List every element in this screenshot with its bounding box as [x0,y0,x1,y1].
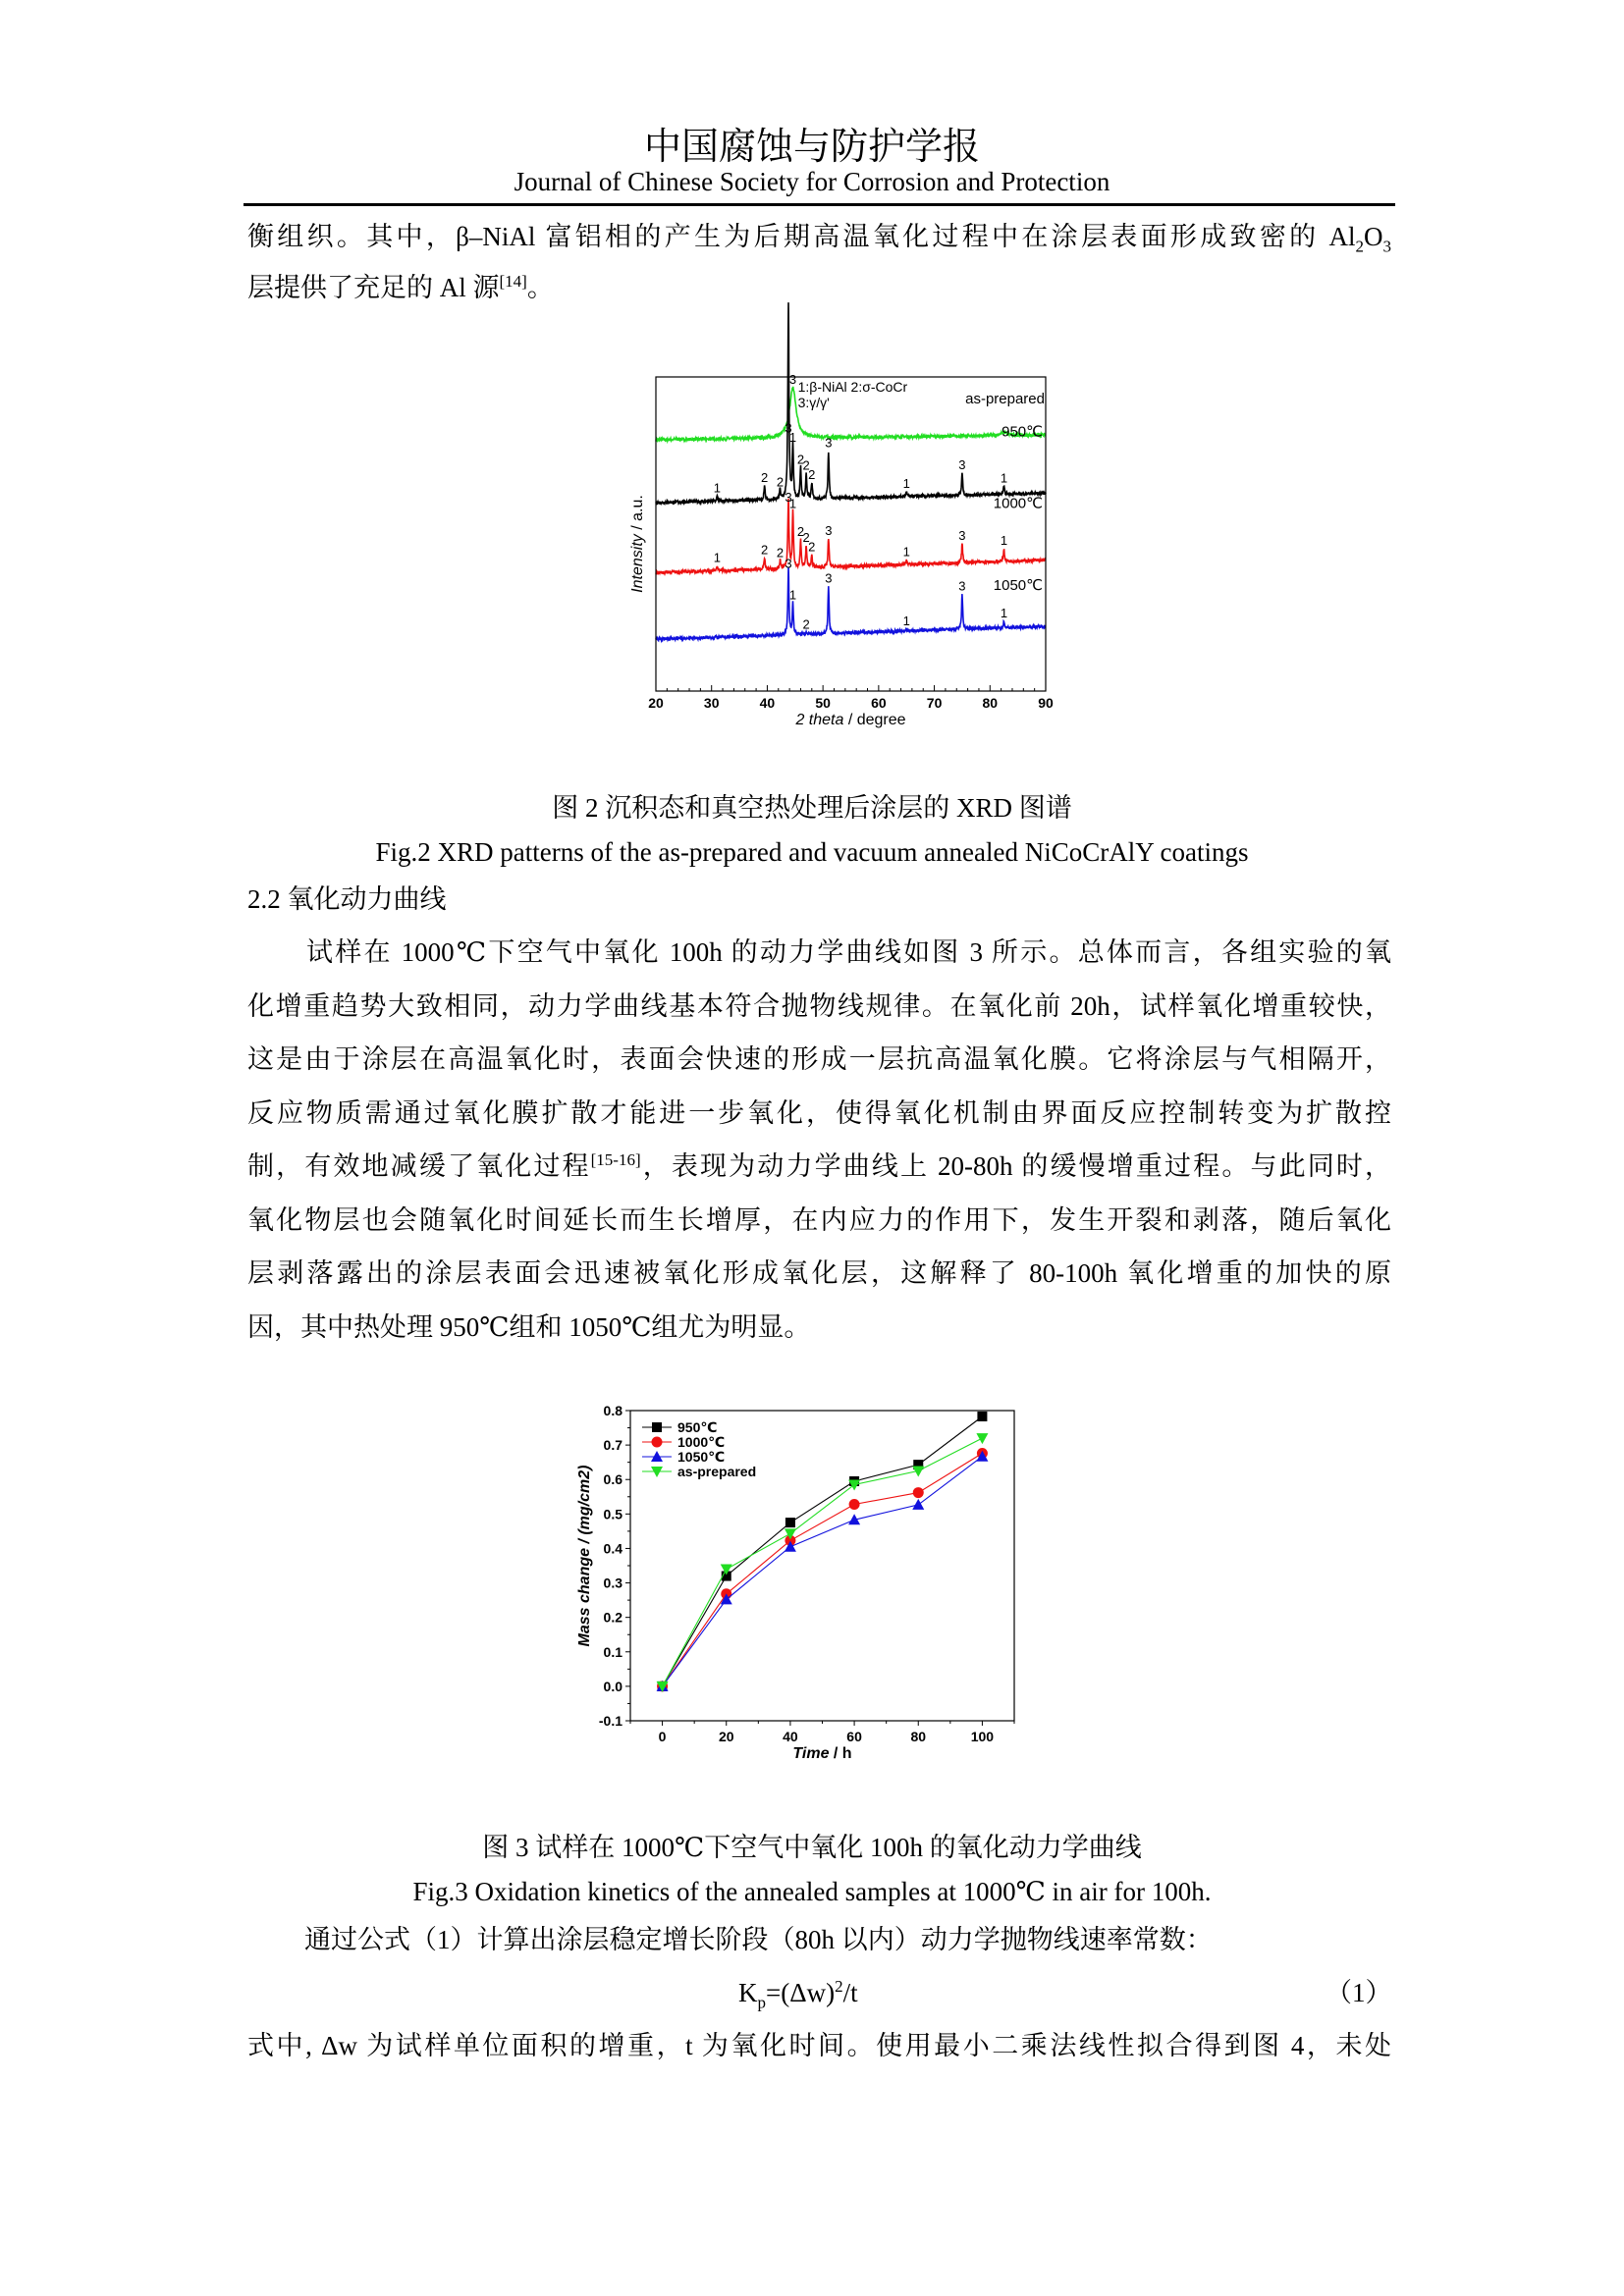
citation: [14] [499,272,527,291]
y-tick-label: 0.8 [603,1403,623,1418]
x-tick-label: 30 [703,695,720,711]
para-line-5 [247,1148,1391,1184]
para-line-6: 氧化物层也会随氧化时间延长而生长增厚，在内应力的作用下，发生开裂和剥落，随后氧化 [247,1205,1391,1235]
text: ，表现为动力学曲线上 20-80h 的缓慢增重过程。与此同时， [640,1151,1392,1181]
para-line-7: 层剥落露出的涂层表面会迅速被氧化形成氧化层，这解释了 80-100h 氧化增重的加快的原 [247,1258,1391,1288]
y-tick-label: -0.1 [598,1713,623,1729]
peak-label: 1 [713,550,722,565]
x-tick-label: 40 [759,695,776,711]
x-tick-label: 40 [783,1729,798,1744]
citation: [15-16] [590,1150,641,1169]
data-point [977,1412,987,1421]
series-label: 1000℃ [993,495,1043,512]
y-tick-label: 0.7 [603,1437,623,1454]
series-label: as-prepared [965,391,1045,407]
x-tick-label: 60 [846,1729,862,1744]
y-axis-label: Mass change / (mg/cm2) [576,1465,593,1647]
fig3-caption-en: Fig.3 Oxidation kinetics of the annealed samples at 1000℃ in air for 100h. [412,1877,1212,1906]
y-axis-label-italic: Intensity [629,534,646,593]
header-rule [244,203,1395,206]
x-axis-label-unit: / h [829,1745,852,1762]
x-tick-label: 90 [1038,695,1054,711]
peak-label: 1 [1000,606,1008,621]
legend-label: 1000℃ [677,1434,726,1450]
formula [738,1975,1033,2010]
intro-line-1 [247,219,1391,254]
peak-label: 3 [958,578,966,594]
peak-label: 2 [808,539,816,555]
y-axis-label-unit: / a.u. [629,495,646,535]
x-tick-label: 20 [648,695,664,711]
x-axis-label-unit: / degree [843,712,906,728]
text: O [1364,222,1383,251]
data-point [913,1487,924,1498]
peak-label: 1 [1000,533,1008,549]
peak-label: 1 [902,544,910,560]
journal-title-cn: 中国腐蚀与防护学报 [643,127,980,168]
legend-line-2: 3:γ/γ' [797,395,830,410]
fig2-caption-cn: 图 2 沉积态和真空热处理后涂层的 XRD 图谱 [552,793,1072,823]
text: =(Δw) [766,1978,836,2007]
x-tick-label: 100 [970,1729,995,1744]
peak-label: 3 [785,490,792,506]
data-point [785,1518,795,1527]
intro-line-2 [247,270,1391,305]
x-tick-label: 0 [658,1729,667,1744]
legend-marker [652,1437,663,1448]
peak-label: 3 [785,420,792,436]
series-line-2 [663,1457,983,1686]
peak-label: 3 [785,556,792,571]
peak-label: 2 [760,469,769,485]
data-point [849,1499,860,1510]
x-axis-label-italic: 2 theta [795,712,844,728]
oxidation-kinetics-chart [550,1394,1060,1787]
series-label: 950℃ [1001,423,1043,441]
text: K [738,1978,758,2007]
legend-label: 950℃ [677,1419,718,1435]
data-point [976,1433,988,1444]
formula-intro: 通过公式（1）计算出涂层稳定增长阶段（80h 以内）动力学抛物线速率常数： [304,1925,1213,1954]
xrd-series-3 [656,567,1046,641]
peak-label: 3 [958,457,966,473]
y-tick-label: 0.1 [603,1643,623,1660]
para-line-8: 因，其中热处理 950℃组和 1050℃组尤为明显。 [247,1312,811,1342]
peak-label: 3 [825,522,833,538]
legend-marker [652,1422,662,1432]
peak-label: 1 [902,476,910,492]
text: 制，有效地减缓了氧化过程 [247,1151,591,1181]
subscript: 2 [1355,237,1364,256]
para-line-4: 反应物质需通过氧化膜扩散才能进一步氧化，使得氧化机制由界面反应控制转变为扩散控 [247,1098,1391,1128]
peak-label: 1 [902,613,910,628]
x-tick-label: 80 [910,1729,927,1744]
y-tick-label: 0.0 [603,1678,623,1694]
peak-label: 3 [788,372,797,388]
x-tick-label: 70 [926,695,943,711]
text: /t [842,1978,858,2007]
peak-label: 1 [1000,470,1008,486]
peak-label: 2 [802,457,810,473]
data-point [912,1499,924,1510]
plot-frame [656,377,1046,691]
x-tick-label: 50 [815,695,831,711]
subscript: p [757,1993,766,2012]
journal-title-en: Journal of Chinese Society for Corrosion and Protection [514,167,1110,196]
fig3-caption-cn: 图 3 试样在 1000℃下空气中氧化 100h 的氧化动力学曲线 [482,1833,1142,1862]
y-tick-label: 0.3 [603,1575,623,1591]
peak-label: 1 [788,430,797,446]
x-axis-label [792,1745,851,1762]
peak-label: 2 [802,530,810,546]
peak-label: 2 [796,452,805,467]
text: 。 [526,273,554,302]
formula-after: 式中, Δw 为试样单位面积的增重，t 为氧化时间。使用最小二乘法线性拟合得到图 4，未处 [247,2031,1391,2060]
legend-label: as-prepared [677,1464,757,1479]
xrd-chart [550,324,1080,766]
series-line-1 [663,1454,983,1686]
y-tick-label: 0.4 [603,1540,623,1557]
y-tick-label: 0.2 [603,1609,623,1626]
x-tick-label: 80 [982,695,999,711]
formula-number: （1） [1326,1978,1392,2007]
peak-label: 2 [796,523,805,539]
text: 层提供了充足的 Al 源 [247,273,500,302]
x-axis-label [794,712,905,728]
legend-line-1: 1:β-NiAl 2:σ-CoCr [797,379,908,395]
superscript: 2 [835,1977,843,1996]
peak-label: 2 [802,616,810,632]
series-label: 1050℃ [993,577,1043,595]
peak-label: 1 [713,480,722,496]
peak-label: 2 [760,542,769,558]
fig2-caption-en: Fig.2 XRD patterns of the as-prepared and vacuum annealed NiCoCrAlY coatings [375,837,1249,867]
peak-label: 2 [776,474,785,490]
peak-label: 3 [958,528,966,544]
peak-label: 3 [825,435,833,451]
y-tick-label: 0.6 [603,1471,623,1488]
para-line-2: 化增重趋势大致相同，动力学曲线基本符合抛物线规律。在氧化前 20h，试样氧化增重较快， [247,991,1391,1021]
x-tick-label: 20 [718,1729,734,1744]
peak-label: 1 [788,587,797,603]
subscript: 3 [1382,237,1391,256]
text: 衡组织。其中，β–NiAl 富铝相的产生为后期高温氧化过程中在涂层表面形成致密的 Al [247,222,1356,251]
y-axis-label [629,495,646,593]
peak-label: 2 [808,467,816,483]
peak-label: 2 [776,545,785,561]
para-line-1: 试样在 1000℃下空气中氧化 100h 的动力学曲线如图 3 所示。总体而言，各组实验的氧 [306,937,1391,967]
para-line-3: 这是由于涂层在高温氧化时，表面会快速的形成一层抗高温氧化膜。它将涂层与气相隔开， [247,1044,1391,1074]
y-tick-label: 0.5 [603,1506,623,1522]
section-heading: 2.2 氧化动力曲线 [247,884,447,914]
x-axis-label-italic: Time [792,1745,830,1762]
peak-label: 1 [788,496,797,511]
peak-label: 3 [825,570,833,586]
legend-label: 1050℃ [677,1449,726,1465]
x-tick-label: 60 [871,695,887,711]
